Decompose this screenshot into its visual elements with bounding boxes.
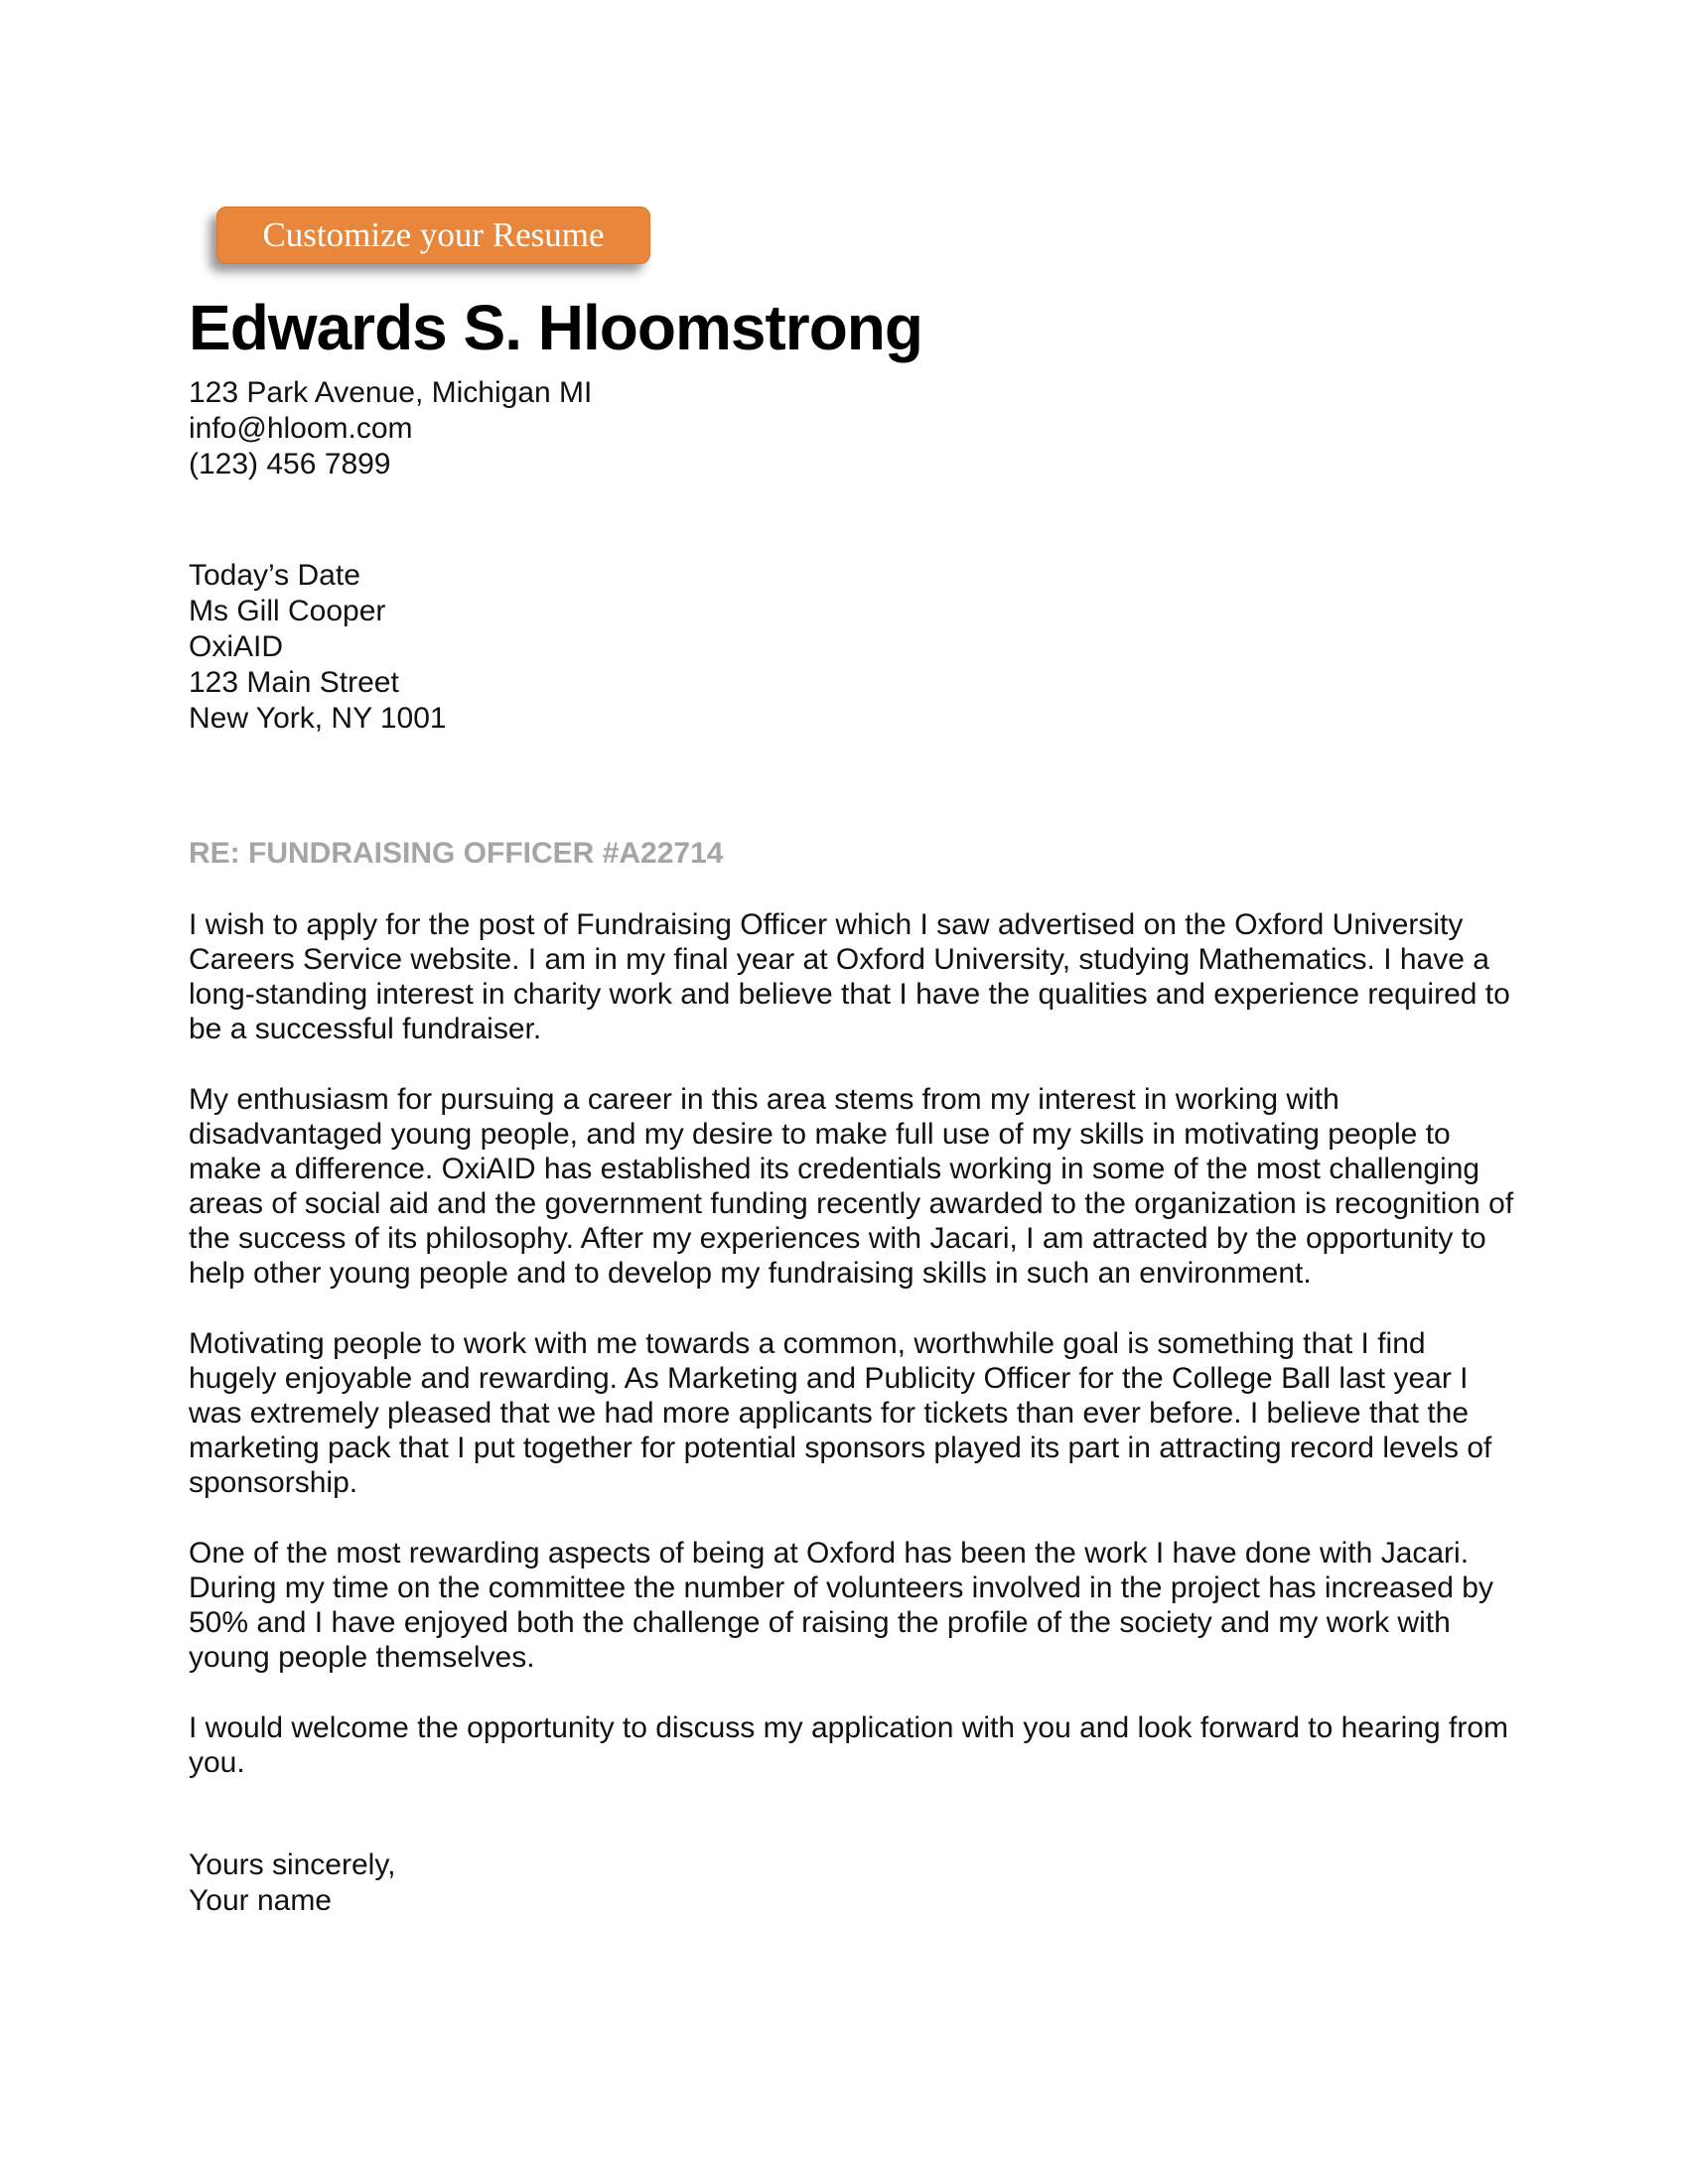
closing-salutation-line: Yours sincerely, [189, 1848, 396, 1881]
toolbar [216, 0, 1519, 264]
paragraph-welcome: I would welcome the opportunity to discuss my application with you and look forward to hearing from you. [189, 1711, 1509, 1779]
recipient-block [189, 558, 1519, 737]
contact-phone-line: (123) 456 7899 [189, 448, 391, 480]
recipient-street-line: 123 Main Street [189, 666, 399, 699]
recipient-company-line: OxiAID [189, 630, 284, 663]
closing-block [189, 1847, 1519, 1919]
subject-reference-line: RE: FUNDRAISING OFFICER #A22714 [189, 837, 724, 870]
paragraph-rewarding: One of the most rewarding aspects of being at Oxford has been the work I have done with Jacari. During my time on the committee the number of volunteers involved in the project has increased by 50% and I have enjoyed both the challenge of raising the profile of the society and my work with young people themselves. [189, 1537, 1493, 1674]
applicant-name-heading: Edwards S. Hloomstrong [189, 292, 922, 363]
recipient-city-line: New York, NY 1001 [189, 702, 447, 735]
paragraph-enthusiasm: My enthusiasm for pursuing a career in this area stems from my interest in working with disadvantaged young people, and my desire to make full use of my skills in motivating people to make a difference. OxiAID has established its credentials working in some of the most challenging areas of social aid and the government funding recently awarded to the organization is recognition of the success of its philosophy. After my experiences with Jacari, I am attracted by the opportunity to help other young people and to develop my fundraising skills in such an environment. [189, 1083, 1514, 1290]
letter-date-line: Today’s Date [189, 559, 360, 592]
contact-email-line: info@hloom.com [189, 412, 413, 445]
contact-address-line: 123 Park Avenue, Michigan MI [189, 376, 593, 409]
recipient-name-line: Ms Gill Cooper [189, 595, 386, 627]
letter-body [189, 907, 1519, 1780]
paragraph-introduction: I wish to apply for the post of Fundraising Officer which I saw advertised on the Oxford University Careers Service website. I am in my final year at Oxford University, studying Mathematics. I have a long-standing interest in charity work and believe that I have the qualities and experience required to be a successful fundraiser. [189, 908, 1510, 1045]
paragraph-motivating: Motivating people to work with me towards a common, worthwhile goal is something that I find hugely enjoyable and rewarding. As Marketing and Publicity Officer for the College Ball last year I was extremely pleased that we had more applicants for tickets than ever before. I believe that the marketing pack that I put together for potential sponsors played its part in attracting record levels of sponsorship. [189, 1327, 1492, 1499]
closing-signature-line: Your name [189, 1884, 332, 1917]
contact-block [189, 375, 1519, 482]
customize-resume-button[interactable]: Customize your Resume [216, 206, 650, 264]
